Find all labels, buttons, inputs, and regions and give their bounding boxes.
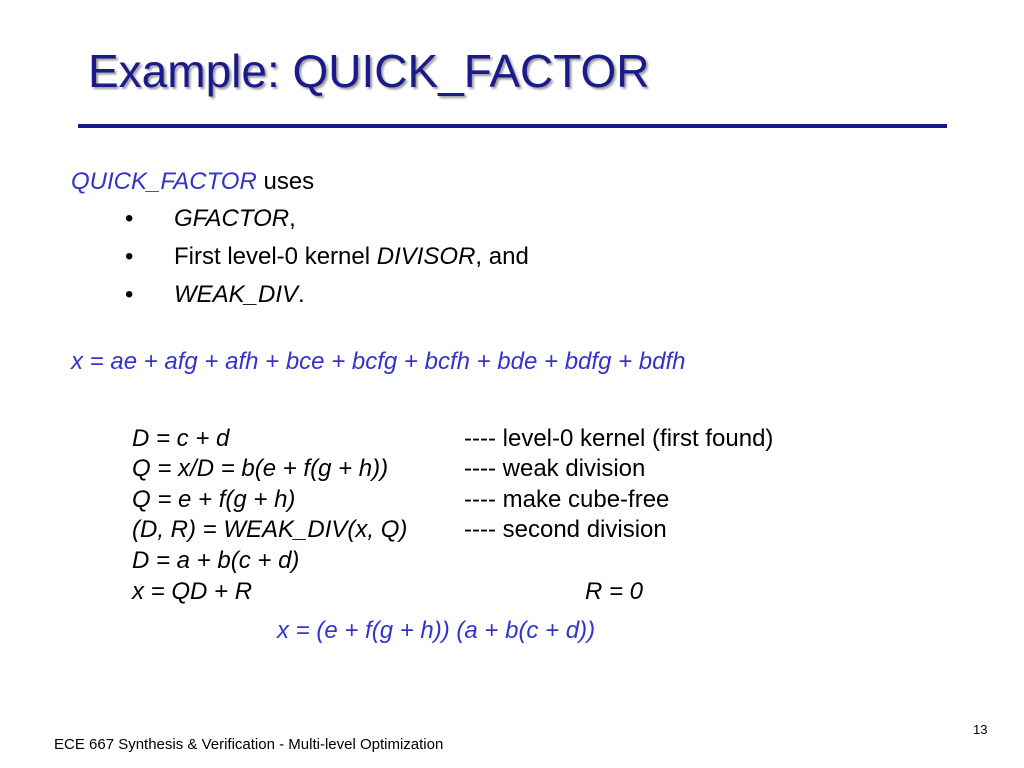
step-expression: (D, R) = WEAK_DIV(x, Q) xyxy=(132,516,408,543)
step-comment: ---- make cube-free xyxy=(464,486,670,513)
slide-title: Example: QUICK_FACTOR xyxy=(88,45,650,97)
expression-x: x = ae + afg + afh + bce + bcfg + bcfh + bde + bdfg + bdfh xyxy=(71,348,686,375)
algorithm-name: QUICK_FACTOR xyxy=(71,168,257,195)
bullet-tail: , xyxy=(289,205,296,232)
bullet-text xyxy=(174,205,296,233)
step-expression: D = c + d xyxy=(132,425,230,452)
step-expression: D = a + b(c + d) xyxy=(132,547,300,574)
bullet-text xyxy=(174,281,305,309)
bullet-tail: . xyxy=(298,281,305,308)
step-expression: Q = x/D = b(e + f(g + h)) xyxy=(132,455,389,482)
intro-line xyxy=(71,168,314,196)
bullet-emphasis: GFACTOR xyxy=(174,205,290,232)
step-expression: x = QD + R xyxy=(132,578,253,605)
bullet-emphasis: WEAK_DIV xyxy=(174,281,299,308)
bullet-lead: First level-0 kernel xyxy=(174,243,377,270)
bullet-emphasis: DIVISOR xyxy=(376,243,476,270)
factored-result: x = (e + f(g + h)) (a + b(c + d)) xyxy=(277,617,596,644)
step-comment: ---- weak division xyxy=(464,455,646,482)
bullet-icon: • xyxy=(125,205,134,232)
step-expression: Q = e + f(g + h) xyxy=(132,486,296,513)
remainder-note: R = 0 xyxy=(585,578,644,605)
step-comment: ---- second division xyxy=(464,516,667,543)
step-comment: ---- level-0 kernel (first found) xyxy=(464,425,774,452)
bullet-text xyxy=(174,243,529,271)
bullet-icon: • xyxy=(125,281,134,308)
page-number: 13 xyxy=(973,722,988,737)
bullet-tail: , and xyxy=(475,243,529,270)
title-underline xyxy=(78,124,947,128)
bullet-icon: • xyxy=(125,243,134,270)
intro-suffix: uses xyxy=(256,168,315,195)
footer-course-title: ECE 667 Synthesis & Verification - Multi-level Optimization xyxy=(54,736,444,753)
